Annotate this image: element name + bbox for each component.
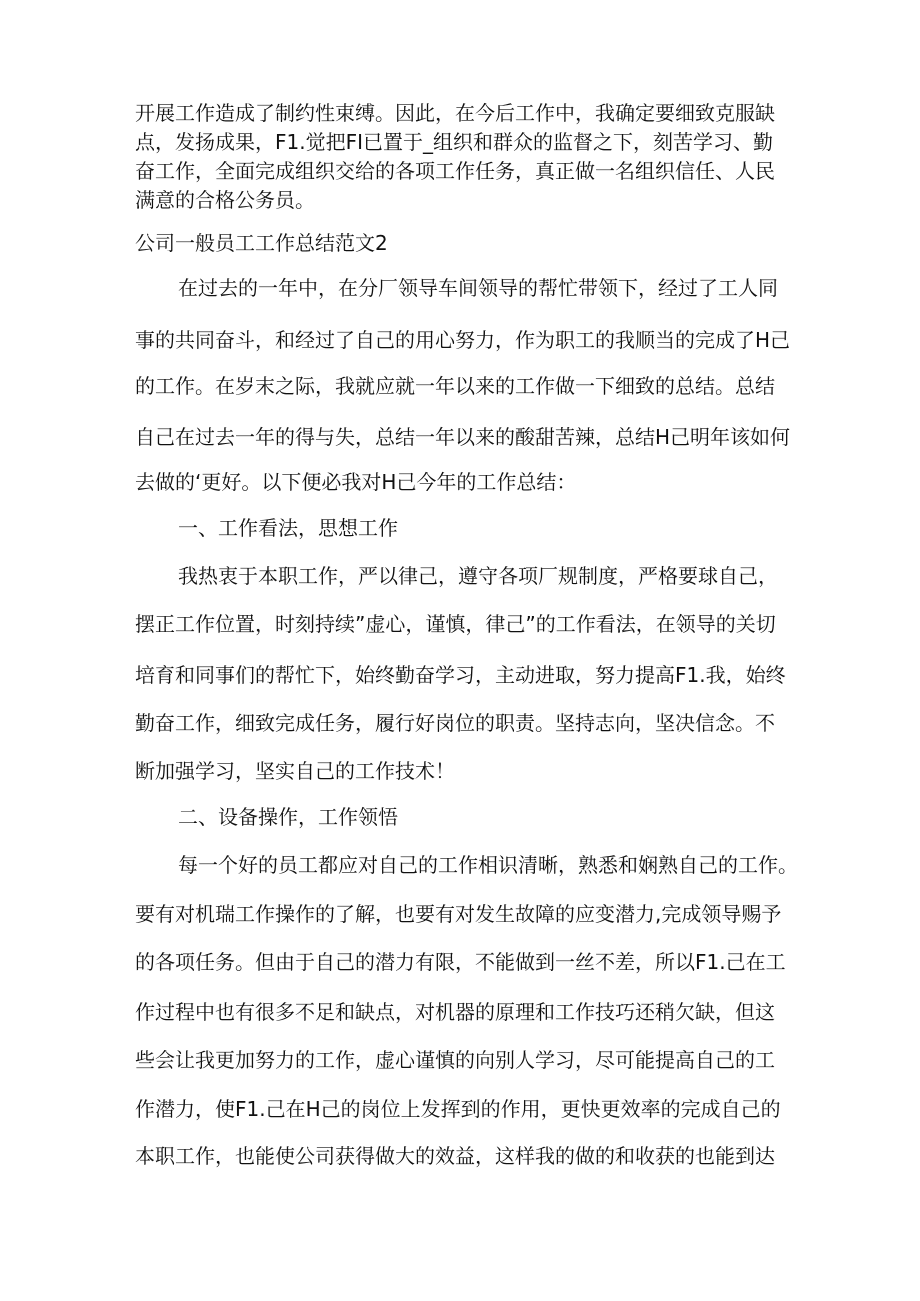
text-line-21: 作过程中也有很多不足和缺点，对机器的原理和工作技巧还稍欠缺，但这: [135, 1000, 775, 1024]
text-line-2: 点，发扬成果，F1.觉把FI已置于_组织和群众的监督之下，刻苦学习、勤: [135, 130, 773, 154]
text-line-9: 自己在过去一年的得与失，总结一年以来的酸甜苦辣，总结H己明年该如何: [135, 425, 791, 449]
text-line-15: 勤奋工作，细致完成任务，履行好岗位的职责。坚持志向，坚决信念。不: [135, 711, 775, 735]
text-line-4: 满意的合格公务员。: [135, 188, 315, 212]
text-line-14: 培育和同事们的帮忙下，始终勤奋学习，主动进取，努力提高F1.我，始终: [135, 663, 786, 687]
text-line-7: 事的共同奋斗，和经过了自己的用心努力，作为职工的我顺当的完成了H己: [135, 328, 791, 352]
text-line-3: 奋工作，全面完成组织交给的各项工作任务，真正做一名组织信任、人民: [135, 159, 775, 183]
subheading-2: 二、设备操作，工作领悟: [178, 805, 398, 829]
text-line-12: 我热衷于本职工作，严以律己，遵守各项厂规制度，严格要球自己，: [178, 564, 778, 588]
section-heading: 公司一般员工工作总结范文2: [135, 231, 388, 255]
text-line-10: 去做的‘更好。以下便必我对H己今年的工作总结：: [135, 470, 577, 494]
text-line-24: 本职工作，也能使公司获得做大的效益，这样我的做的和收获的也能到达: [135, 1144, 775, 1168]
text-line-20: 的各项任务。但由于自己的潜力有限，不能做到一丝不差，所以F1.己在工: [135, 950, 786, 974]
text-line-22: 些会让我更加努力的工作，虚心谨慎的向别人学习，尽可能提高自己的工: [135, 1048, 775, 1072]
text-line-6: 在过去的一年中，在分厂领导车间领导的帮忙带领下，经过了工人同: [178, 276, 778, 300]
text-line-13: 摆正工作位置，时刻持续”虚心，谨慎，律己”的工作看法，在领导的关切: [135, 612, 776, 636]
text-line-19: 要有对机瑞工作操作的了解，也要有对发生故障的应变潜力,完成领导赐予: [135, 902, 782, 926]
text-line-16: 断加强学习，坚实自己的工作技术！: [135, 759, 455, 783]
subheading-1: 一、工作看法，思想工作: [178, 516, 398, 540]
text-line-8: 的工作。在岁末之际，我就应就一年以来的工作做一下细致的总结。总结: [135, 374, 775, 398]
text-line-18: 每一个好的员工都应对自己的工作相识清晰，熟悉和娴熟自己的工作。: [178, 853, 798, 877]
text-line-1: 开展工作造成了制约性束缚。因此，在今后工作中，我确定要细致克服缺: [135, 101, 775, 125]
text-line-23: 作潜力，使F1.己在H己的岗位上发挥到的作用，更快更效率的完成自己的: [135, 1097, 781, 1121]
